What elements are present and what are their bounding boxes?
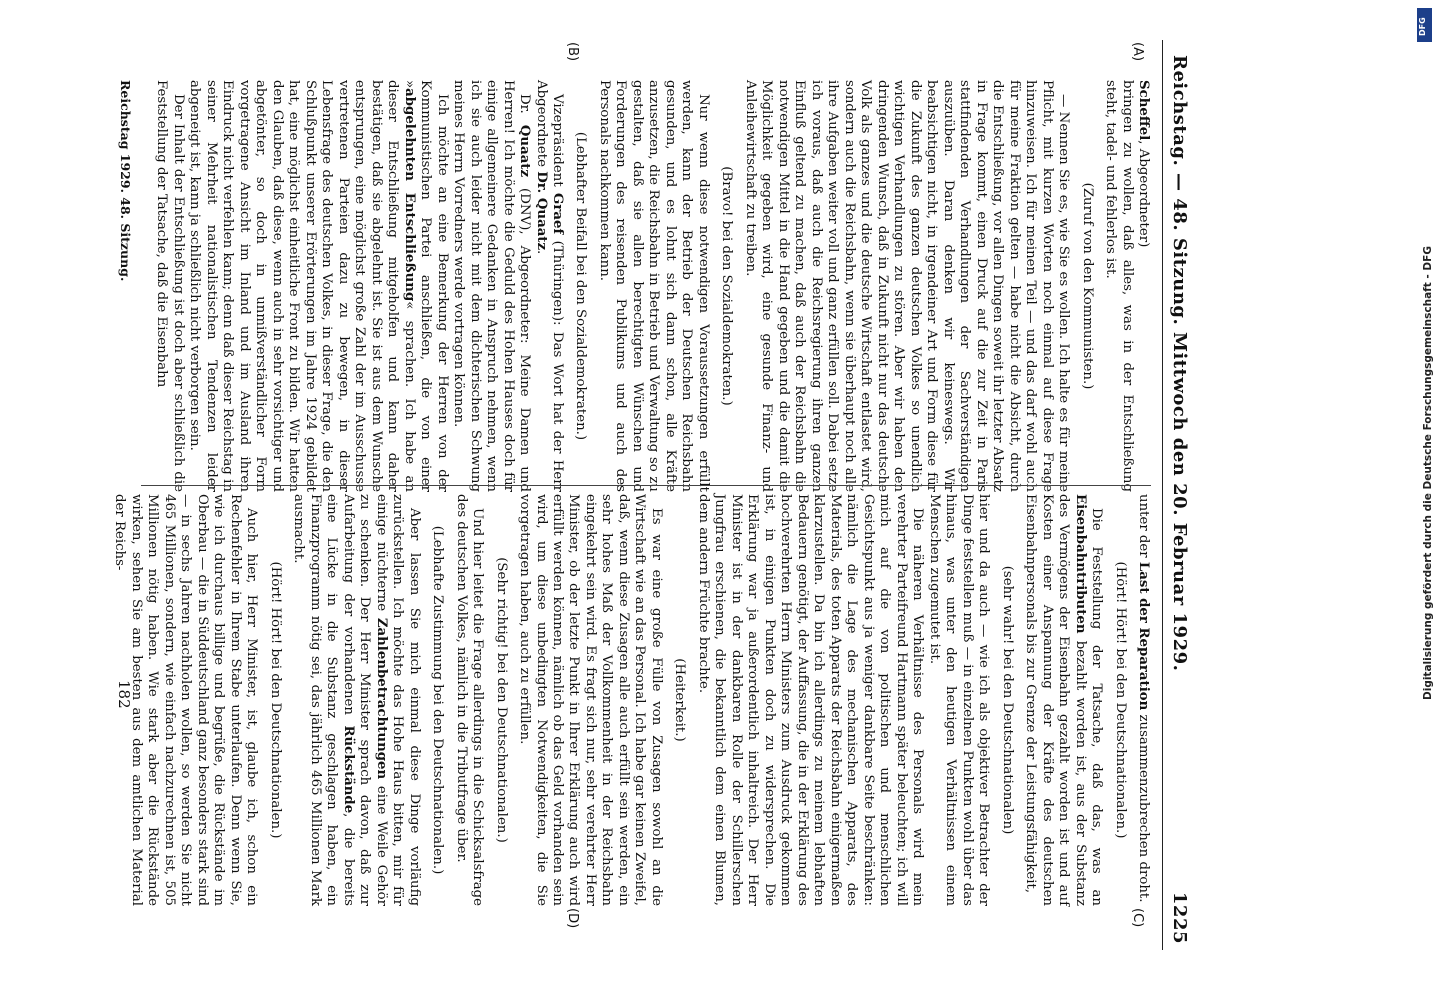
document-page (85, 40, 1195, 950)
interjection: (Heiterkeit.) (672, 658, 688, 742)
interjection: (Sehr richtig! bei den Deutschnationalen.) (493, 557, 509, 843)
digitization-credit-text: Digitalisierung gefördert durch die Deutsche Forschungsgemeinschaft - DFG (1422, 246, 1434, 700)
paragraph: bringen zu wollen, daß alles, was in der Entschließung steht, tadel- und fehlerlos ist. (1103, 80, 1135, 492)
paragraph: Nur wenn diese notwendigen Voraussetzungen erfüllt werden, kann der Betrieb der Deutschen Reichsbahn gesunden, und es lohnt sich dann schon, alle Kräfte anzusetzen, die Reichsbahn in Betrieb und Verwaltung so zu gestalten, daß sie allen berechtigten Wünschen und Forderungen des reisenden Publikums und auch des Personals nachkommen kann. (596, 80, 711, 492)
interjection: (Lebhafter Beifall bei den Sozialdemokraten.) (573, 131, 589, 441)
page-header (1162, 40, 1195, 950)
footer-signature-number: 182 (115, 680, 133, 709)
paragraph: Dr. Quaatz (DNV), Abgeordneter: Meine Damen und Herren! Ich möchte die Geduld des Hohen Hauses doch für einige allgemeinere Gedanken in Anspruch nehmen, wenn ich sie auch leider nicht mit dem dichterischen Schwung meines Herrn Vorredners werde vortragen können. (451, 80, 533, 492)
paragraph: unter der Last der Reparation zusammenzubrechen droht. (1136, 494, 1151, 903)
interjection: (sehr wahr! bei den Deutschnationalen) (999, 565, 1015, 835)
paragraph: Ich möchte an eine Bemerkung der Herren von der Kommunistischen Partei anschließen, die von einer »abgelehnten Entschließung« sprachen. Ich habe an dieser Entschließung mitgeholfen und kann daher bestätigen, daß sie abgelehnt ist. Sie ist aus dem Wunsche entsprungen, eine möglichst große Zahl der im Ausschusse vertretenen Parteien dazu zu bewegen, in dieser Lebensfrage des deutschen Volkes, in dieser Frage, die den Schlußpunkt unserer Erörterungen im Jahre 1924 gebildet hat, eine möglichst einheitliche Front zu bilden. Wir hatten den Glauben, daß diese, wenn auch in sehr vorsichtiger und abgetönter, so doch in unmißverständlicher Form vorgetragene Ansicht im Inland und im Ausland ihren Eindruck nicht verfehlen kann; denn daß dieser Reichstag in seiner Mehrheit nationalistischen Tendenzen leider abgeneigt ist, kann ja schließlich nicht verborgen sein. (187, 80, 450, 492)
paragraph: Es war eine große Fülle von Zusagen sowohl an die Wirtschaft wie an das Personal. Ich habe gar keinen Zweifel, daß, wenn diese Zusagen alle auch erfüllt sein werden, ein sehr hohes Maß der Vollkommenheit in der Reichsbahn eingekehrt sein wird. Es fragt sich nur, sehr verehrter Herr Minister, ob der letzte Punkt in Ihrer Erklärung auch wird erfüllt werden können, nämlich ob das Geld vorhanden sein wird, um diese unbedingten Notwendigkeiten, die Sie vorgetragen haben, auch zu erfüllen. (517, 494, 664, 906)
interjection: (Hört! Hört! bei den Deutschnationalen.) (1112, 561, 1128, 839)
interjection: (Bravo! bei den Sozialdemokraten.) (719, 166, 735, 406)
paragraph: Die Feststellung der Tatsache, daß das, was an Eisenbahntributen bezahlt worden ist, aus der Substanz des Vermögens der Eisenbahn gezahlt worden ist und auf Kosten einer Anspannung der Kräfte des deutschen Eisenbahnpersonals bis zur Grenze der Leistungsfähigkeit, (1023, 494, 1105, 906)
paragraph: Vizepräsident Graef (Thüringen): Das Wort hat der Herr Abgeordnete Dr. Quaatz. (533, 80, 566, 492)
paragraph: Die näheren Verhältnisse des Personals wird mein verehrter Parteifreund Hartmann später beleuchten; ich will mich auf die von politischen und menschlichen Gesichtspunkt aus ja weniger dankbare Seite beschränken: nämlich die Lage des mechanischen Apparats, des Materials, des toten Apparats der Reichsbahn einigermaßen klarzustellen. Da bin ich allerdings zu meinem lebhaften Bedauern genötigt, der Auffassung, die in der Erklärung des hochverehrten Herrn Ministers zum Ausdruck gekommen ist, in einigen Punkten doch zu widersprechen. Die Erklärung war ja außerordentlich inhaltreich. Der Herr Minister ist in der dankbaren Rolle der Schillerschen Jungfrau erschienen, die bekanntlich dem einen Blumen, dem andern Früchte brachte. (695, 494, 926, 906)
paragraph: — Nennen Sie es, wie Sie es wollen. Ich halte es für meine Pflicht, mit kurzen Worten noch einmal auf diese Frage hinzuweisen. Ich für meinen Teil — und das darf wohl auch für meine Fraktion gelten — habe nicht die Absicht, durch die Entschließung, vor allen Dingen soweit ihr letzter Absatz in Frage kommt, einen Druck auf die zur Zeit in Paris stattfindenden Verhandlungen der Sachverständigen auszuüben. Daran denken wir keineswegs. Wir beabsichtigen nicht, in irgendeiner Art und Form diese für die Zukunft des ganzen deutschen Volkes so unendlich wichtigen Verhandlungen zu stören. Aber wir haben den dringenden Wunsch, daß in Zukunft nicht nur das deutsche Volk als ganzes und die deutsche Wirtschaft entlastet wird, sondern auch die Reichsbahn, wenn sie überhaupt noch alle ihre Aufgaben weiter voll und ganz erfüllen soll. Dabei setze ich voraus, daß auch die Reichsregierung ihren ganzen Einfluß geltend zu machen, daß auch der Reichsbahn die notwendigen Mittel in die Hand gegeben und die damit die Möglichkeit gegeben wird, eine gesunde Finanz- und Anleihewirtschaft zu treiben. (742, 80, 1072, 492)
margin-marker-d: (D) (565, 908, 580, 929)
paragraph: Und hier leitet die Frage allerdings in die Schicksalsfrage des deutschen Volkes, nämlich in die Tributfrage über. (453, 494, 486, 906)
header-title: Reichstag. — 48. Sitzung. Mittwoch den 20. Februar 1929. (1169, 55, 1190, 672)
interjection: (Hört! Hört! bei den Deutschnationalen.) (267, 561, 283, 839)
page-number: 1225 (1169, 891, 1190, 944)
interjection: (Zuruf von den Kommunisten.) (1079, 182, 1095, 390)
digitization-credit (1418, 10, 1438, 990)
margin-marker-b: (B) (565, 42, 580, 62)
text-column-left (141, 80, 1151, 492)
paragraph: Scheffel, Abgeordneter) (1136, 80, 1151, 248)
dfg-logo: DFG (1417, 8, 1432, 42)
margin-marker-c: (C) (1130, 908, 1145, 928)
interjection: (Lebhafte Zustimmung bei den Deutschnationalen.) (430, 525, 446, 875)
footer-session: Reichstag 1929. 48. Sitzung. (118, 80, 133, 282)
paragraph: hier und da auch — wie ich als objektiver Betrachter der Dinge feststellen muß — in einzelnen Punkten wohl über das hinaus, was unter den heutigen Verhältnissen einem Menschen zugemutet ist. (926, 494, 992, 906)
margin-marker-a: (A) (1130, 42, 1145, 62)
paragraph: Der Inhalt der Entschließung ist doch aber schließlich die Feststellung der Tatsache, daß die Eisenbahn (154, 80, 186, 492)
paragraph: Auch hier, Herr Minister, ist, glaube ich, schon ein Rechenfehler in Ihrem Stabe unterlaufen. Denn wenn Sie, wie ich durchaus billige und begrüße, die Rückstände im Oberbau — die in Süddeutschland ganz besonders stark sind — in sechs Jahren nachholen wollen, so werden Sie nicht 465 Millionen, sondern, wie einfach nachzurechnen ist, 505 Millionen nötig haben. Wie stark aber die Rückstände wirken, sehen Sie am besten aus dem amtlichen Material der Reichs- (112, 494, 260, 906)
paragraph: Aber lassen Sie mich einmal diese Dinge vorläufig zurückstellen. Ich möchte das Hohe Haus bitten, mir für einige nüchterne Zahlenbetrachtungen eine Weile Gehör zu schenken. Der Herr Minister sprach davon, daß zur Aufarbeitung der vorhandenen Rückstände, die bereits eine Lücke in die Substanz geschlagen haben, ein Finanzprogramm nötig sei, das jährlich 465 Millionen Mark ausmacht. (291, 494, 422, 906)
